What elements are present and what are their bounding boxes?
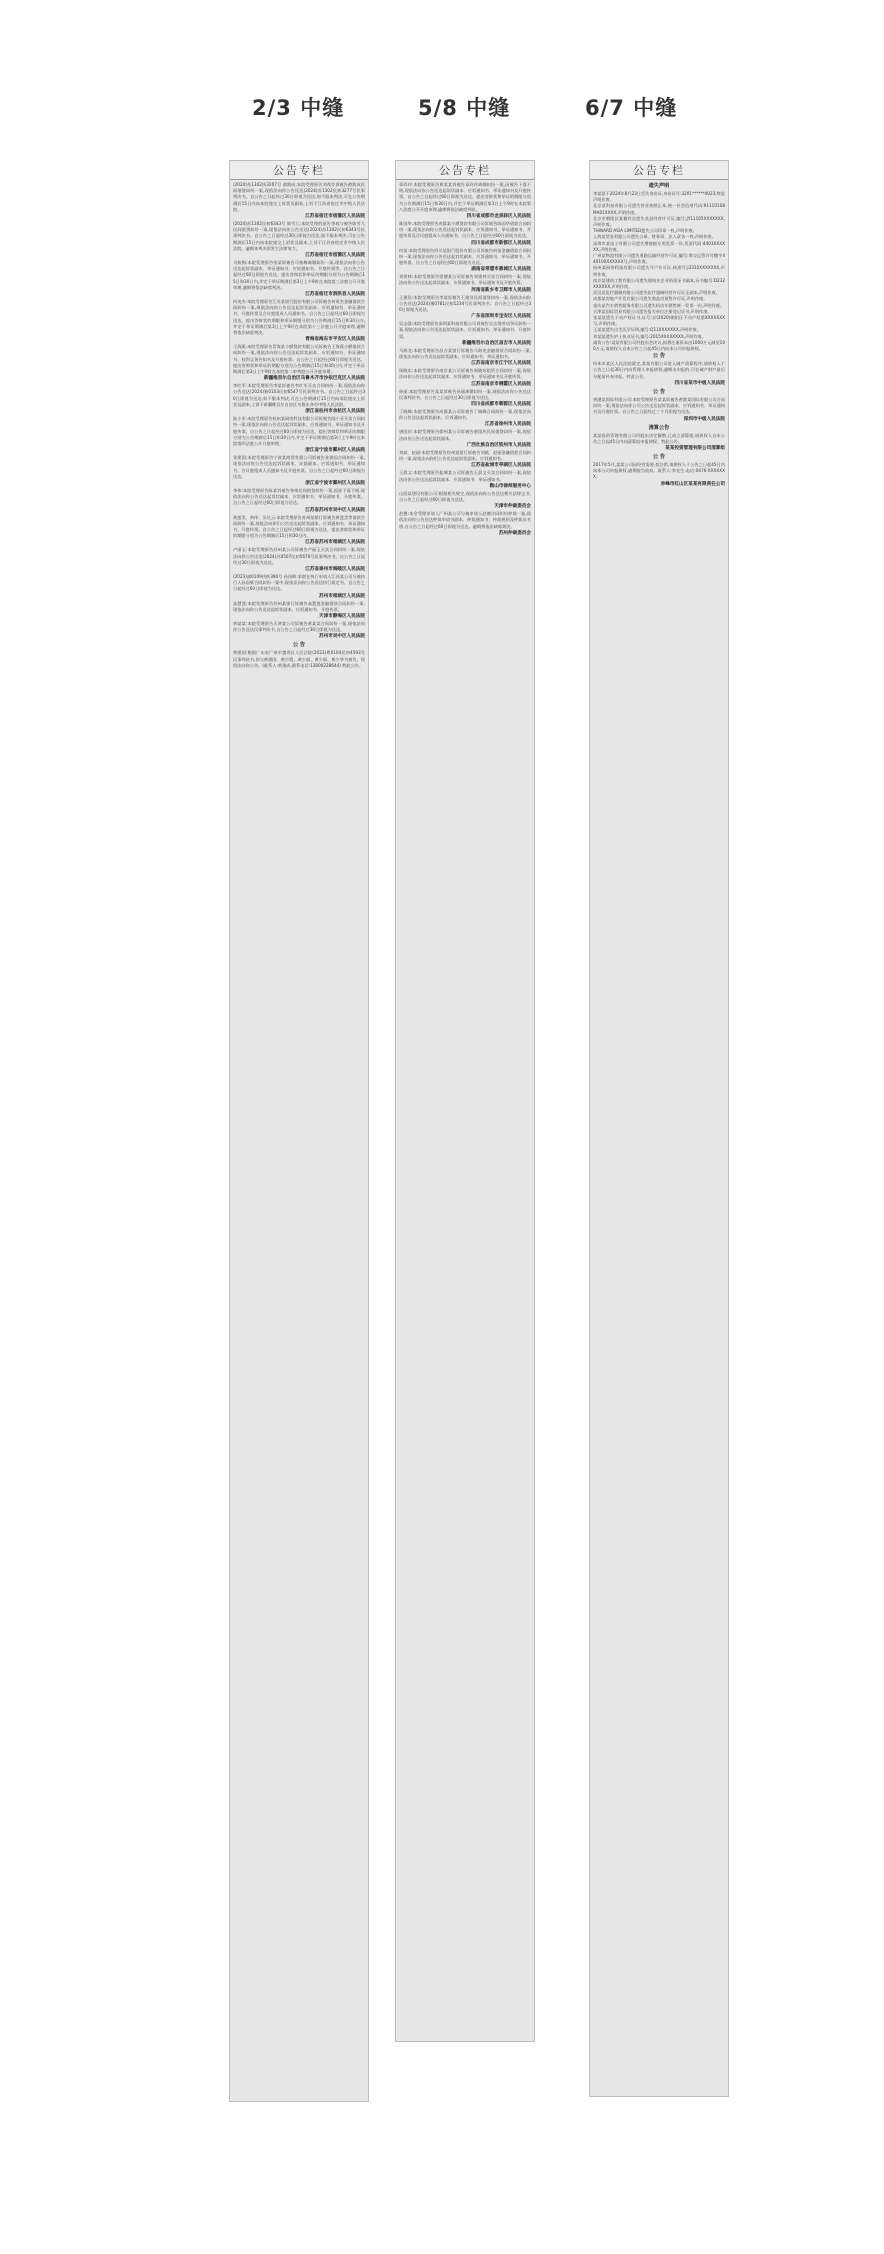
- notice-paragraph: 南京某建筑工程有限公司遗失建筑业企业资质证书副本,证书编号:D232XXXXXX,声明作废。: [593, 277, 725, 290]
- notice-paragraph: 丁晓峰:本院受理原告成都某公司诉被告丁晓峰合同纠纷一案,现依法向你公告送达起诉状副本、应诉通知书。: [399, 409, 531, 421]
- column-header: 公告专栏: [396, 161, 534, 180]
- court-signature: 四川省成都市新都区人民法院: [471, 240, 531, 246]
- fold-label-3: 6/7 中缝: [585, 96, 678, 120]
- column-body: [590, 180, 728, 2096]
- court-signature: 四川省成都市龙泉驿区人民法院: [466, 214, 531, 220]
- notice-paragraph: 马海龙:本院受理原告昌吉某银行诉被告马海龙金融借款合同纠纷一案,现依法向你公告送达起诉状副本、应诉通知书、举证通知书。: [399, 347, 531, 360]
- notice-paragraph: THINARD ASIA LIMITED遗失公司印章一枚,声明作废。: [593, 228, 697, 234]
- notice-paragraph: 刘某某遗失护士执业证书,编号:2015XXXXXXXX,声明作废。: [593, 333, 707, 339]
- notice-paragraph: 何英杰:本院受理原告江苏某银行股份有限公司诉被告何英杰金融借款合同纠纷一案,现依法向你公告送达起诉状副本、应诉通知书、举证通知书、开庭传票及合议庭组成人员通知书。自公告之日起经过60日即视为送达。提出答辩状的期限和举证期限分别为公告期满后15日和30日内,并定于举证期满后第3日上午9时在本院第十三法庭公开开庭审理,逾期将依法缺席判决。: [233, 299, 365, 336]
- court-signature: 江苏省宿迁市宿豫区人民法院: [305, 214, 365, 220]
- section-title: 公 告: [292, 642, 306, 649]
- notice-paragraph: 北京某科技有限公司遗失营业执照正本,统一社会信用代码:91110108MA01XXXX,声明作废。: [593, 203, 725, 215]
- court-signature: 四川省某市中级人民法院: [674, 380, 725, 386]
- notice-paragraph: 黄建国:根据广东省广州市越秀区人民法院(2023)粤0104民初4593号民事判决书,你与黄建国、黄少霞、黄少斌、黄少丽、黄少华为被告。现依法向你公告。(联系人:黄建成,联系电话:13800228644) 特此公告。: [233, 650, 365, 668]
- notice-column-1: [229, 160, 369, 2102]
- column-body: [396, 180, 534, 2041]
- section-title: 公 告: [652, 353, 666, 360]
- notice-paragraph: 张某某遗失不动产权证书,证号:京(2020)朝阳区不动产权第XXXXXXX号,声明作废。: [593, 315, 725, 327]
- notice-paragraph: 某某投资管理有限公司经股东决定解散,已成立清算组,请债权人自本公告之日起45日内向清算组申报债权。特此公告。: [593, 432, 725, 444]
- notice-paragraph: 黄莲美、黄伟、吴长云:本院受理原告苏州某银行诉被告黄莲美等借款合同纠纷一案,现依法向你们公告送达起诉状副本、应诉通知书、举证通知书、开庭传票。自公告之日起经过60日即视为送达。提出答辩状和举证的期限分别为公告期满后15日和30日内。: [233, 514, 365, 539]
- court-signature: 苏州市相城区人民法院: [319, 593, 365, 599]
- court-signature: 江苏省苏州市相城区人民法院: [305, 540, 365, 546]
- section-title: 公 告: [652, 453, 666, 460]
- court-signature: 江苏省南京市栖霞区人民法院: [471, 381, 531, 387]
- court-signature: 新疆维吾尔自治区乌鲁木齐市沙依巴克区人民法院: [263, 376, 365, 382]
- notice-paragraph: 香港某国际有限公司:本院受理原告某某诉被告香港某国际有限公司合同纠纷一案,现依法向你公司公告送达起诉状副本、应诉通知书、举证通知书及开庭传票。自公告之日起经过三个月即视为送达。: [593, 396, 725, 415]
- court-signature: 江苏省南京市江宁区人民法院: [471, 361, 531, 367]
- court-signature: 湖南省常德市鼎城区人民法院: [471, 267, 531, 273]
- notice-paragraph: 马秋梅:本院受理原告张某诉被告马秋梅离婚纠纷一案,现依法向你公告送达起诉状副本、举证通知书、应诉通知书、开庭传票等。自公告之日起经过60日即视为送达。提出答辩状和举证的期限分别为公告期满后15日和30日内,并定于举证期满后第3日上午9时在本院第三法庭公开开庭审理,逾期将依法缺席判决。: [233, 260, 365, 290]
- section-title: 清算公告: [648, 424, 670, 431]
- court-signature: 广东省深圳市宝安区人民法院: [471, 314, 531, 320]
- court-signature: 江苏省盐城市亭湖区人民法院: [471, 463, 531, 469]
- court-signature: 江苏省苏州市吴中区人民法院: [305, 507, 365, 513]
- court-signature: 浙江省宁波市鄞州区人民法院: [305, 480, 365, 486]
- notice-paragraph: (2023)渝0109执恢390号 孙国辉:本院在执行申请人江苏某公司与被执行人孙国辉合同纠纷一案中,现依法向你公告送达执行裁定书。自公告之日起经过60日即视为送达。: [233, 573, 365, 592]
- notice-paragraph: 天津某国际贸易有限公司遗失报关单位注册登记证书,声明作废。: [593, 308, 712, 314]
- notice-paragraph: 黄某某:本院受理原告天津某公司诉被告黄某某合同纠纷一案,现依法向你公告送达民事判决书,自公告之日起经过30日即视为送达。: [233, 620, 365, 633]
- court-signature: 天津市静海区人民法院: [319, 613, 365, 619]
- notice-paragraph: 王海燕:本院受理原告青海某小额贷款有限公司诉被告王海燕小额借款合同纠纷一案,现依法向你公告送达起诉状副本、应诉通知书、举证通知书、权利义务告知书及开庭传票。自公告之日起经过60日即视为送达。提出答辩状和举证的期限分别为公告期满后15日和30日内,并定于举证期满后第3日上午9时在本院第二审判庭公开开庭审理。: [233, 344, 365, 375]
- notice-paragraph: 深圳市某电子有限公司遗失增值税专用发票一份,发票代码:4403XXXXXX,声明作废。: [593, 240, 725, 252]
- court-signature: 鞍山市律师服务中心: [489, 483, 531, 489]
- notice-paragraph: 李伟:本院受理原告陈某诉被告李伟民间借贷纠纷一案,因你下落不明,现依法向你公告送达起诉状副本、应诉通知书、举证通知书、开庭传票。自公告之日起经过60日即视为送达。: [233, 487, 365, 506]
- court-signature: 赤峰市红山区某某有限责任公司: [660, 481, 725, 487]
- fold-label-1: 2/3 中缝: [252, 96, 345, 120]
- notice-paragraph: 王建设:本院受理原告李某诉被告王建设民间借贷纠纷一案,现依法向你公告送达(2024)豫0781民初1234号民事判决书。自公告之日起经过30日即视为送达。: [399, 294, 531, 313]
- notice-paragraph: 山西某建设有限公司:根据相关规定,现依法向你公告送达相关法律文书,自公告之日起经过60日即视为送达。: [399, 490, 531, 502]
- notice-paragraph: 张建国:本院受理原告宁波某商贸有限公司诉被告张建国合同纠纷一案,现依法向你公告送达起诉状副本、证据副本、应诉通知书、举证通知书、合议庭组成人员通知书及开庭传票。自公告之日起经过60日即视为送达。: [233, 455, 365, 479]
- court-signature: 广西壮族自治区钦州市人民法院: [466, 442, 531, 448]
- court-signature: 江苏省泰州市海陵区人民法院: [305, 566, 365, 572]
- notice-paragraph: 上海某贸易有限公司遗失公章、财务章、法人章各一枚,声明作废。: [593, 234, 716, 240]
- column-body: [230, 180, 368, 2101]
- notice-paragraph: 王某某遗失出生医学证明,编号:Q110XXXXXX,声明作废。: [593, 327, 701, 333]
- section-title: 遗失声明: [648, 183, 670, 189]
- notice-paragraph: 经本市某区人民法院裁定,某某有限公司进入破产清算程序,请债权人于公告之日起30日内向管理人申报债权,逾期未申报的,可在破产财产最后分配前补充申报。特此公告。: [593, 361, 725, 379]
- notice-paragraph: 刘斌、赵丽:本院受理原告钦州某银行诉被告刘斌、赵丽金融借款合同纠纷一案,现依法向你们公告送达起诉状副本、应诉通知书。: [399, 449, 531, 462]
- notice-paragraph: 陈国华:本院受理原告成都某小额贷款有限公司诉被告陈国华借款合同纠纷一案,现依法向你公告送达起诉状副本、应诉通知书、举证通知书、开庭传票及合议庭组成人员通知书。自公告之日起经过60日即视为送达。: [399, 221, 531, 239]
- notice-paragraph: 武汉某医疗器械有限公司遗失医疗器械经营许可证正副本,声明作废。: [593, 290, 720, 296]
- court-signature: 河南省新乡市卫辉市人民法院: [471, 287, 531, 293]
- court-signature: 新疆维吾尔自治区昌吉市人民法院: [462, 340, 531, 346]
- notice-paragraph: (2024)苏1302民初6343号 陈雪儿:本院受理的原告李春与被告陈雪儿民间借贷纠纷一案,现依法向你公告送达(2024)苏1302民初6343号民事判决书。自公告之日起经过30日即视为送达,如不服本判决,可在公告期满后15日内向本院递交上诉状及副本,上诉于江苏省宿迁市中级人民法院。逾期本判决即发生法律效力。: [233, 221, 365, 251]
- notice-paragraph: 唐国庆:本院受理原告徐州某公司诉被告唐国庆民间借贷纠纷一案,现依法向你公告送达起诉状副本。: [399, 429, 531, 441]
- notice-paragraph: 何苗:本院受理原告四川某银行股份有限公司诉被告何苗金融借款合同纠纷一案,现依法向你公告送达起诉状副本、应诉通知书、举证通知书、开庭传票。自公告之日起经过60日即视为送达。: [399, 247, 531, 266]
- notice-paragraph: 孙丽:本院受理原告某某诉被告孙丽离婚纠纷一案,现依法向你公告送达民事判决书。自公告之日起经过30日即视为送达。: [399, 388, 531, 400]
- court-signature: 四川省成都市郫都区人民法院: [471, 402, 531, 408]
- notice-column-2: [395, 160, 535, 2042]
- fold-label-2: 5/8 中缝: [418, 96, 511, 120]
- column-header: 公告专栏: [230, 161, 368, 180]
- court-signature: 苏州市吴中区人民法院: [319, 634, 365, 640]
- notice-column-3: [589, 160, 729, 2097]
- court-signature: 深圳市中级人民法院: [683, 416, 725, 422]
- notice-paragraph: 赵德:本会受理申请人广州某公司与被申请人赵德合同纠纷仲裁一案,现依法向你公告送达仲裁申请书副本、仲裁通知书、仲裁规则及仲裁员名册,自公告之日起经过60日即视为送达。逾期将依法缺席裁决。: [399, 511, 531, 529]
- notice-paragraph: 周晓东:本院受理原告南京某公司诉被告周晓东租赁合同纠纷一案,现依法向你公告送达起诉状副本、应诉通知书、举证通知书及开庭传票。: [399, 368, 531, 380]
- notice-paragraph: 章玲玲:本院受理原告黄某某诉被告章玲玲离婚纠纷一案,因被告下落不明,现依法向你公告送达起诉状副本、应诉通知书、举证通知书及开庭传票。自公告之日起经过60日即视为送达。提出答辩状和举证的期限分别为公告期满后15日和30日内,并定于举证期满后第3日上午9时在本院第八法庭公开开庭审理,逾期将依法缺席判决。: [399, 182, 531, 212]
- notice-paragraph: (2024)苏1302执3207号 俞润成:本院受理原告刘茂存诉被告俞润成民间借贷纠纷一案,现依法向你公告送达(2024)苏1302民初3277号民事判决书。自公告之日起经过30日即视为送达,如不服本判决,可在公告期满后15日内向本院递交上诉状及副本,上诉于江苏省宿迁市中级人民法院。: [233, 182, 365, 212]
- court-signature: 江苏省宿迁市泗洪县人民法院: [305, 292, 365, 298]
- notice-paragraph: 高慧莲:本院受理原告苏州某银行诉被告高慧莲金融借款合同纠纷一案,现依法向你公告送达起诉状副本、应诉通知书、开庭传票。: [233, 600, 365, 612]
- notice-paragraph: 重庆某汽车销售服务有限公司遗失机动车销售统一发票一份,声明作废。: [593, 302, 725, 308]
- court-signature: 江苏省宿迁市宿豫区人民法院: [305, 253, 365, 259]
- court-signature: 青海省海东市平安区人民法院: [305, 337, 365, 343]
- court-signature: 某某投资管理有限公司清算组: [665, 445, 725, 451]
- notice-paragraph: 卢丽玉:本院受理原告苏州某公司诉被告卢丽玉买卖合同纠纷一案,现依法向你公告送达(2024)苏0507民初5670号民事判决书。自公告之日起经过30日即视为送达。: [233, 547, 365, 565]
- column-header: 公告专栏: [590, 161, 728, 180]
- notice-paragraph: 杭州某网络科技有限公司遗失开户许可证,核准号:J3310XXXXXXX,声明作废。: [593, 265, 725, 277]
- notice-paragraph: 李某某于2024年8月23日丢失身份证,身份证号:3201******0023,特此声明作废。: [593, 191, 725, 203]
- notice-paragraph: 刘建林:本院受理原告常德某公司诉被告刘建林买卖合同纠纷一案,现依法向你公告送达起诉状副本、应诉通知书、举证通知书及开庭传票。: [399, 274, 531, 286]
- notice-paragraph: 王晨文:本院受理原告盐城某公司诉被告王晨文买卖合同纠纷一案,现依法向你公告送达起诉状副本、应诉通知书、举证通知书。: [399, 470, 531, 482]
- section-title: 公 告: [652, 388, 666, 395]
- court-signature: 江苏省徐州市人民法院: [485, 422, 531, 428]
- notice-paragraph: 李红军:本院受理原告李某诉被告李红军买卖合同纠纷一案,现依法向你公告送达(2024)新0103民初6547号民事判决书。自公告之日起经过30日即视为送达,如不服本判决,可在公告期满后15日内向本院递交上诉状及副本,上诉于新疆维吾尔自治区乌鲁木齐市中级人民法院。: [233, 383, 365, 407]
- notice-paragraph: 2017年5月,某某公司因经营需要,拟注销,请债权人于公告之日起45日内向本公司申报债权,逾期视为放弃。联系人:李先生,电话:0476-XXXXXXX。: [593, 461, 725, 480]
- notice-paragraph: 广州某物流有限公司遗失道路运输经营许可证,编号:粤交运管许可穗字440100XXXXXX号,声明作废。: [593, 253, 725, 265]
- court-signature: 天津市仲裁委员会: [494, 504, 531, 510]
- court-signature: 苏州仲裁委员会: [498, 530, 531, 536]
- notice-paragraph: 成都某房地产开发有限公司遗失商品房预售许可证,声明作废。: [593, 296, 708, 302]
- court-signature: 浙江省杭州市余杭区人民法院: [305, 409, 365, 415]
- notice-paragraph: 减资公告:某某有限公司经股东会决议,拟将注册资本由1000万元减至100万元,请债权人自本公告之日起45日内向本公司申报债权。: [593, 339, 725, 352]
- notice-paragraph: 吴志强:本院受理原告深圳某科技有限公司诉被告吴志强劳动争议纠纷一案,现依法向你公告送达起诉状副本、应诉通知书、举证通知书、开庭传票。: [399, 321, 531, 339]
- notice-paragraph: 北京市朝阳区某餐饮店遗失食品经营许可证,编号:JY11105XXXXXXX,声明作废。: [593, 215, 725, 228]
- notice-paragraph: 陆小亚:本院受理原告杭州某网络科技有限公司诉被告陆小亚买卖合同纠纷一案,现依法向你公告送达起诉状副本、应诉通知书、举证通知书及开庭传票。自公告之日起经过60日即视为送达。提出答辩状和举证的期限分别为公告期满后15日和30日内,并定于举证期满后第3日上午9时在本院第四法庭公开开庭审理。: [233, 416, 365, 446]
- court-signature: 浙江省宁波市鄞州区人民法院: [305, 448, 365, 454]
